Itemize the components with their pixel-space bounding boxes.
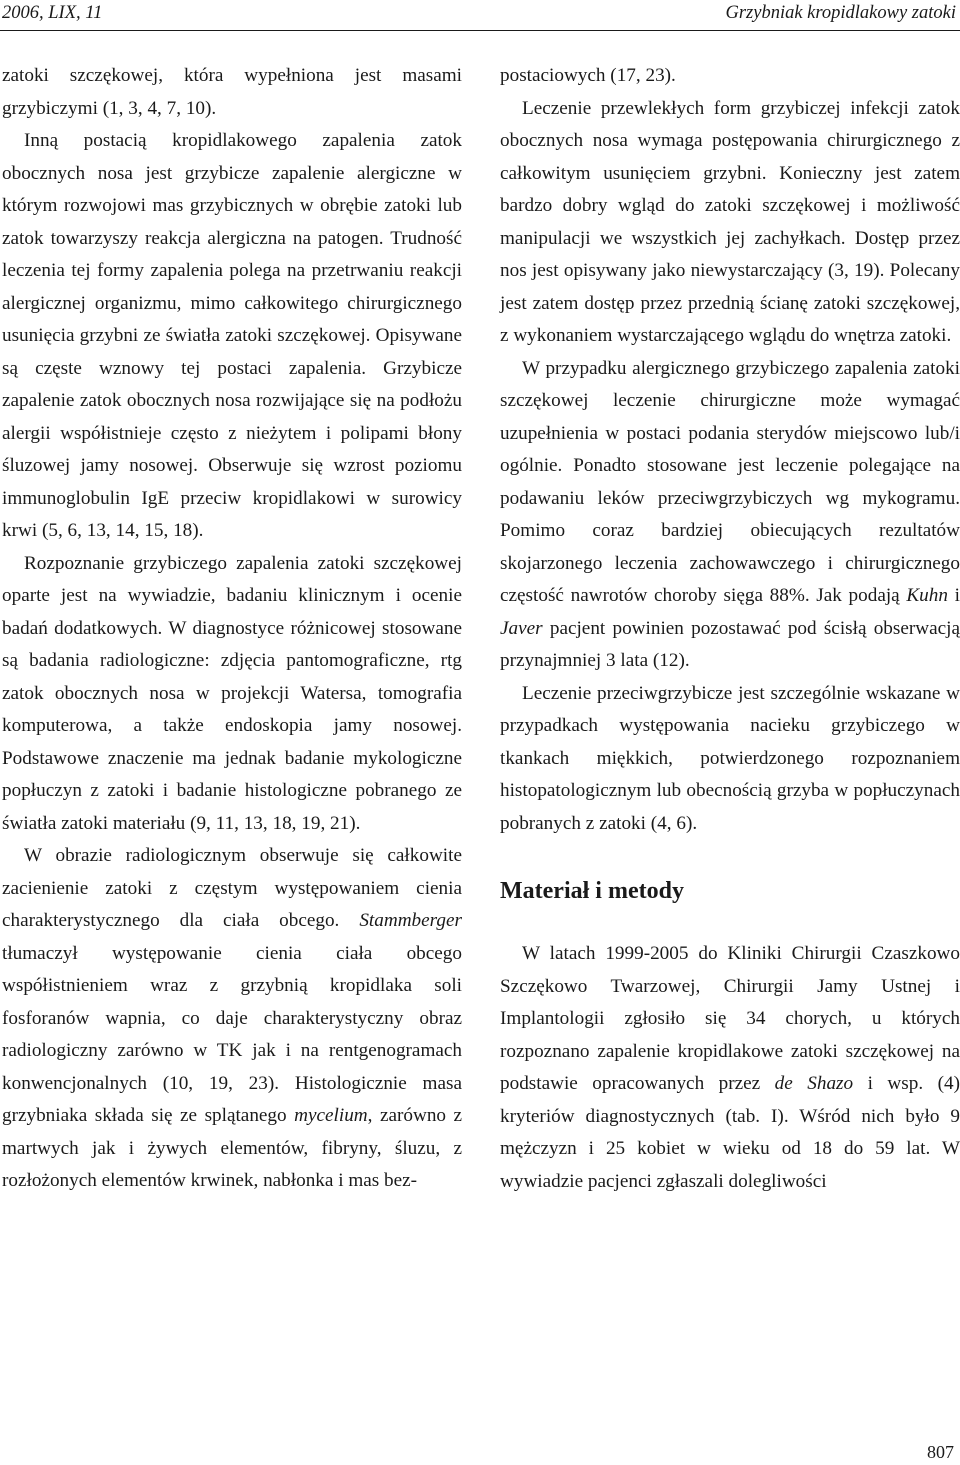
text-run: W obrazie radiologicznym obserwuje się całkowite zacienienie zatoki z częstym występowaniem cienia charakterystycznego dla ciała obcego. xyxy=(2,845,462,931)
header-rule xyxy=(0,30,960,31)
paragraph xyxy=(500,353,960,678)
italic-name: Stammberger xyxy=(359,910,462,931)
text-run: tłumaczył występowanie cienia ciała obcego współistnieniem wraz z grzybnią kropidlaka soli fosforanów wapnia, co daje charakterystyczny obraz radiologiczny zarówno w TK jak i na rentgenogramach konwencjonalnych (10, 19, 23). Histologicznie masa grzybniaka składa się ze splątanego xyxy=(2,942,462,1126)
text-run: pacjent powinien pozostawać pod ścisłą obserwacją przynajmniej 3 lata (12). xyxy=(500,617,960,671)
running-header-journal: 2006, LIX, 11 xyxy=(2,3,103,23)
paragraph: Inną postacią kropidlakowego zapalenia zatok obocznych nosa jest grzybicze zapalenie alergiczne w którym rozwojowi mas grzybicznych w obrębie zatoki lub zatok towarzyszy reakcja alergiczna na patogen. Trudność leczenia tej formy zapalenia polega na przetrwaniu reakcji alergicznej organizmu, mimo całkowitego chirurgicznego usunięcia grzybni ze światła zatoki szczękowej. Opisywane są częste wznowy tej postaci zapalenia. Grzybicze zapalenie zatok obocznych nosa rozwijające się na podłożu alergii współistnieje często z nieżytem i polipami błony śluzowej jamy nosowej. Obserwuje się wzrost poziomu immunoglobulin IgE przeciw kropidlakowi w surowicy krwi (5, 6, 13, 14, 15, 18). xyxy=(2,130,462,541)
paragraph: Rozpoznanie grzybiczego zapalenia zatoki szczękowej oparte jest na wywiadzie, badaniu klinicznym i ocenie badań dodatkowych. W diagnostyce różnicowej stosowane są badania radiologiczne: zdjęcia pantomograficzne, rtg zatok obocznych nosa w projekcji Watersa, tomografia komputerowa, a także endoskopia jamy nosowej. Podstawowe znaczenie ma jednak badanie mykologiczne popłuczyn z zatoki i badanie histologiczne pobranego ze światła zatoki materiału (9, 11, 13, 18, 19, 21). xyxy=(2,552,462,834)
right-column xyxy=(500,60,960,1198)
italic-name: mycelium xyxy=(294,1105,368,1126)
text-run: i xyxy=(947,585,960,606)
text-run: , zarówno z martwych jak i żywych elementów, fibryny, śluzu, z rozłożonych elementów krwinek, nabłonka i mas bez- xyxy=(2,1105,463,1191)
section-heading: Materiał i metody xyxy=(500,878,684,904)
paragraph: postaciowych (17, 23). xyxy=(500,65,676,86)
paragraph: zatoki szczękowej, która wypełniona jest masami grzybiczymi (1, 3, 4, 7, 10). xyxy=(2,65,462,119)
left-column xyxy=(2,60,462,1198)
italic-name: Javer xyxy=(500,617,543,639)
italic-name: de Shazo xyxy=(774,1073,854,1094)
text-run: W przypadku alergicznego grzybiczego zapalenia zatoki szczękowej leczenie chirurgiczne może wymagać uzupełnienia w postaci podania sterydów miejscowo lub/i ogólnie. Ponadto stosowane jest leczenie polegające na podawaniu leków przeciwgrzybiczych wg mykogramu. Pomimo coraz bardziej obiecujących rezultatów skojarzonego leczenia zachowawczego i chirurgicznego częstość nawrotów choroby sięga 88%. Jak podają xyxy=(500,357,960,606)
running-header-title: Grzybniak kropidlakowy zatoki xyxy=(725,3,956,23)
text-run: i wsp. (4) kryteriów diagnostycznych (tab. I). Wśród nich było 9 mężczyzn i 25 kobiet w wieku od 18 do 59 lat. W wywiadzie pacjenci zgłaszali dolegliwości xyxy=(500,1073,960,1192)
text-run: W latach 1999-2005 do Kliniki Chirurgii Czaszkowo Szczękowo Twarzowej, Chirurgii Jamy Ustnej i Implantologii zgłosiło się 34 chorych, u których rozpoznano zapalenie kropidlakowe zatoki szczękowej na podstawie opracowanych przez xyxy=(500,943,960,1094)
italic-name: Kuhn xyxy=(906,585,948,606)
page-number: 807 xyxy=(927,1442,954,1462)
paragraph xyxy=(2,840,462,1198)
paragraph xyxy=(500,938,960,1198)
paragraph: Leczenie przewlekłych form grzybiczej infekcji zatok obocznych nosa wymaga postępowania chirurgicznego z całkowitym usunięciem grzybni. Konieczny jest zatem bardzo dobry wgląd do zatoki szczękowej i możliwość manipulacji we wszystkich jej zachyłkach. Dostęp przez nos jest opisywany jako niewystarczający (3, 19). Polecany jest zatem dostęp przez przednią ścianę zatoki szczękowej, z wykonaniem wystarczającego wglądu do wnętrza zatoki. xyxy=(500,97,960,346)
paragraph: Leczenie przeciwgrzybicze jest szczególnie wskazane w przypadkach występowania nacieku grzybiczego w tkankach miękkich, potwierdzonego rozpoznaniem histopatologicznym lub obecnością grzyba w popłuczynach pobranych z zatoki (4, 6). xyxy=(500,682,960,834)
